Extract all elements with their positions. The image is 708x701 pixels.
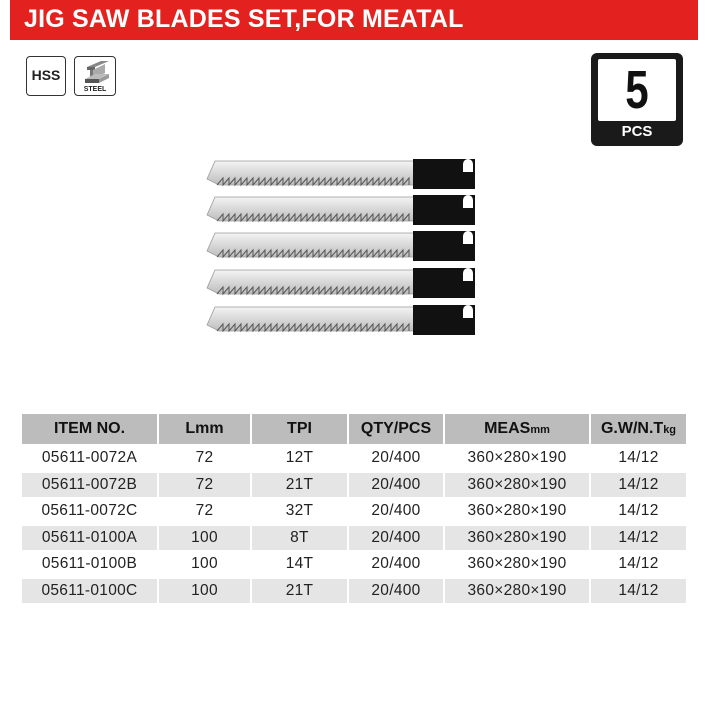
cell-qty: 20/400 xyxy=(348,525,444,552)
cell-tpi: 14T xyxy=(251,551,348,578)
jig-saw-blades-image xyxy=(205,155,485,345)
header-item-no: ITEM NO. xyxy=(22,414,158,445)
pack-count-panel xyxy=(598,59,676,121)
cell-tpi: 32T xyxy=(251,498,348,525)
saw-blade xyxy=(207,159,475,189)
cell-length: 72 xyxy=(158,498,251,525)
steel-badge-label: STEEL xyxy=(83,86,107,93)
spec-table xyxy=(22,414,686,605)
cell-length: 100 xyxy=(158,578,251,605)
header-tpi: TPI xyxy=(251,414,348,445)
page-title: JIG SAW BLADES SET,FOR MEATAL xyxy=(24,5,464,33)
title-bar xyxy=(10,0,698,40)
table-row xyxy=(22,498,686,525)
table-header-row xyxy=(22,414,686,445)
cell-length: 72 xyxy=(158,445,251,472)
cell-weight: 14/12 xyxy=(590,472,686,499)
cell-meas: 360×280×190 xyxy=(444,472,590,499)
cell-item-no: 05611-0100B xyxy=(22,551,158,578)
cell-meas: 360×280×190 xyxy=(444,498,590,525)
cell-tpi: 21T xyxy=(251,578,348,605)
cell-item-no: 05611-0072C xyxy=(22,498,158,525)
cell-weight: 14/12 xyxy=(590,578,686,605)
cell-weight: 14/12 xyxy=(590,551,686,578)
cell-tpi: 12T xyxy=(251,445,348,472)
cell-qty: 20/400 xyxy=(348,445,444,472)
table-row xyxy=(22,551,686,578)
cell-item-no: 05611-0100C xyxy=(22,578,158,605)
cell-qty: 20/400 xyxy=(348,498,444,525)
table-row xyxy=(22,472,686,499)
cell-item-no: 05611-0100A xyxy=(22,525,158,552)
pack-count-badge xyxy=(591,53,683,146)
table-row xyxy=(22,578,686,605)
cell-item-no: 05611-0072A xyxy=(22,445,158,472)
cell-tpi: 21T xyxy=(251,472,348,499)
cell-qty: 20/400 xyxy=(348,551,444,578)
cell-tpi: 8T xyxy=(251,525,348,552)
header-length: Lmm xyxy=(158,414,251,445)
cell-length: 100 xyxy=(158,525,251,552)
hss-badge-label: HSS xyxy=(31,67,61,83)
cell-qty: 20/400 xyxy=(348,472,444,499)
header-meas: MEASmm xyxy=(444,414,590,445)
header-weight: G.W/N.Tkg xyxy=(590,414,686,445)
hss-badge xyxy=(26,56,66,96)
pack-count: 5 xyxy=(625,60,649,120)
cell-weight: 14/12 xyxy=(590,445,686,472)
table-row xyxy=(22,525,686,552)
cell-weight: 14/12 xyxy=(590,498,686,525)
cell-length: 72 xyxy=(158,472,251,499)
cell-item-no: 05611-0072B xyxy=(22,472,158,499)
cell-length: 100 xyxy=(158,551,251,578)
cell-meas: 360×280×190 xyxy=(444,551,590,578)
cell-meas: 360×280×190 xyxy=(444,525,590,552)
header-qty: QTY/PCS xyxy=(348,414,444,445)
cell-qty: 20/400 xyxy=(348,578,444,605)
cell-meas: 360×280×190 xyxy=(444,445,590,472)
cell-meas: 360×280×190 xyxy=(444,578,590,605)
steel-badge xyxy=(74,56,116,96)
pack-unit: PCS xyxy=(621,123,653,140)
cell-weight: 14/12 xyxy=(590,525,686,552)
table-row xyxy=(22,445,686,472)
